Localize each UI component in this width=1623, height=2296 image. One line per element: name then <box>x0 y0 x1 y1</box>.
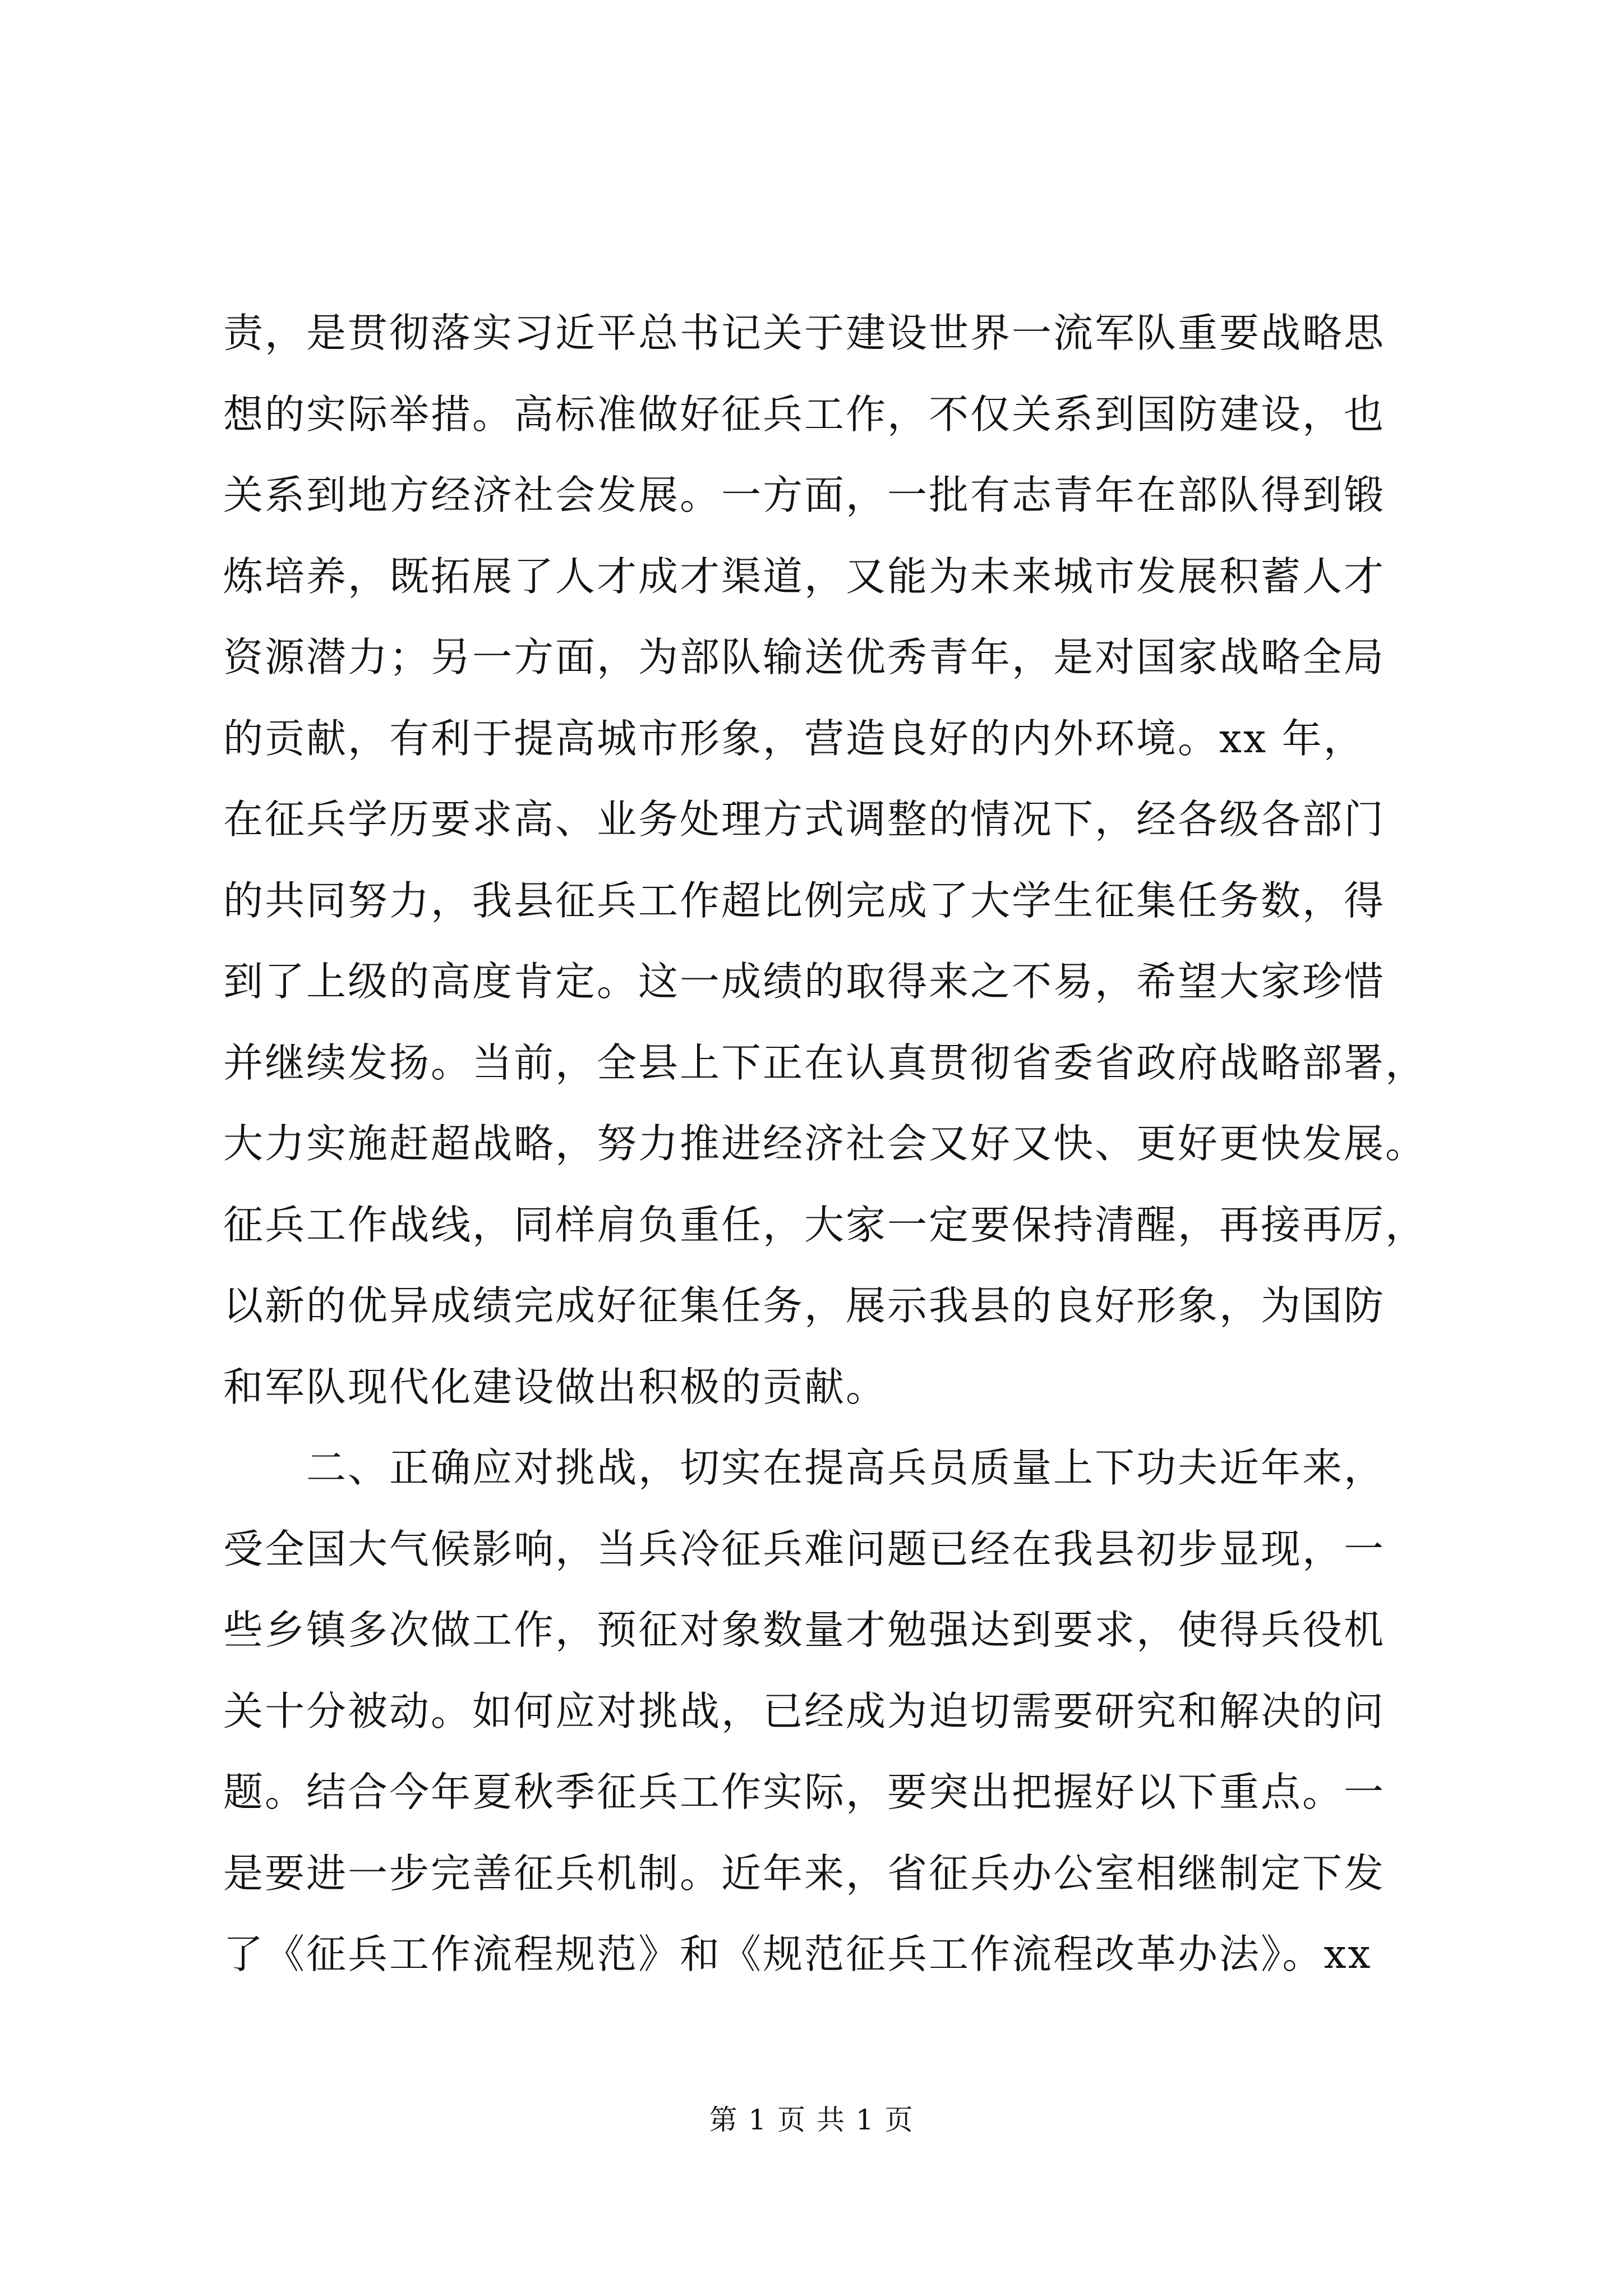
text-line: 以新的优异成绩完成好征集任务，展示我县的良好形象，为国防 <box>223 1282 1386 1329</box>
text-line: 并继续发扬。当前，全县上下正在认真贯彻省委省政府战略部署， <box>223 1039 1427 1086</box>
text-line: 和军队现代化建设做出积极的贡献。 <box>223 1363 888 1410</box>
text-line: 些乡镇多次做工作，预征对象数量才勉强达到要求，使得兵役机 <box>223 1607 1386 1653</box>
text-line: 想的实际举措。高标准做好征兵工作，不仅关系到国防建设，也 <box>223 390 1386 438</box>
text-line: 炼培养，既拓展了人才成才渠道，又能为未来城市发展积蓄人才 <box>223 553 1386 600</box>
text-line: 题。结合今年夏秋季征兵工作实际，要突出把握好以下重点。一 <box>223 1769 1386 1815</box>
text-line: 关十分被动。如何应对挑战，已经成为迫切需要研究和解决的问 <box>223 1687 1386 1734</box>
page-number-footer: 第 1 页 共 1 页 <box>709 2104 914 2136</box>
text-line: 责，是贯彻落实习近平总书记关于建设世界一流军队重要战略思 <box>223 310 1386 356</box>
text-line: 在征兵学历要求高、业务处理方式调整的情况下，经各级各部门 <box>223 796 1386 843</box>
text-line: 到了上级的高度肯定。这一成绩的取得来之不易，希望大家珍惜 <box>223 958 1386 1005</box>
text-line: 资源潜力；另一方面，为部队输送优秀青年，是对国家战略全局 <box>223 634 1386 680</box>
text-line: 是要进一步完善征兵机制。近年来，省征兵办公室相继制定下发 <box>223 1849 1386 1897</box>
text-line: 的贡献，有利于提高城市形象，营造良好的内外环境。xx 年， <box>223 715 1365 762</box>
text-line: 关系到地方经济社会发展。一方面，一批有志青年在部队得到锻 <box>223 472 1386 518</box>
text-line: 的共同努力，我县征兵工作超比例完成了大学生征集任务数，得 <box>223 877 1386 924</box>
text-line: 了《征兵工作流程规范》和《规范征兵工作流程改革办法》。xx <box>223 1931 1372 1977</box>
text-line: 二、正确应对挑战，切实在提高兵员质量上下功夫近年来， <box>223 1444 1386 1491</box>
body-text <box>223 293 1427 1995</box>
text-line: 大力实施赶超战略，努力推进经济社会又好又快、更好更快发展。 <box>223 1120 1427 1167</box>
text-line: 受全国大气候影响，当兵冷征兵难问题已经在我县初步显现，一 <box>223 1525 1386 1572</box>
text-line: 征兵工作战线，同样肩负重任，大家一定要保持清醒，再接再厉， <box>223 1201 1427 1248</box>
